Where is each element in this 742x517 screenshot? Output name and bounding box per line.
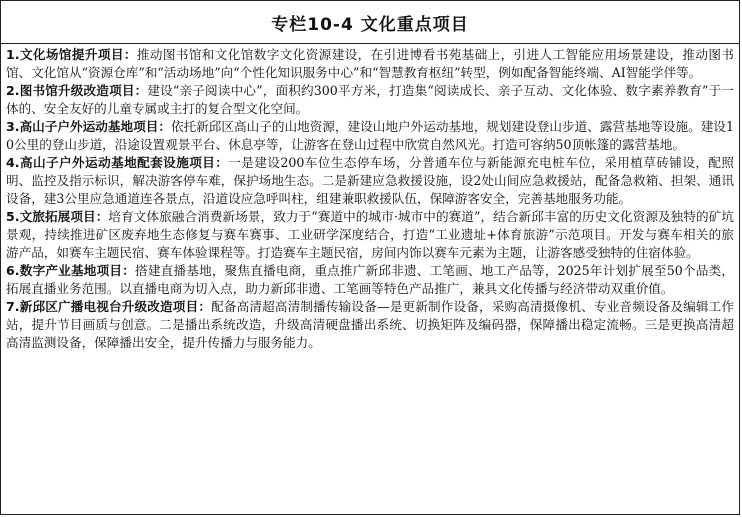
project-item-4	[6, 154, 734, 208]
project-list	[1, 44, 739, 352]
project-text: 搭建直播基地，聚焦直播电商，重点推广新邱非遗、工笔画、地工产品等，2025年计划扩展至50个品类，拓展直播业务范围。以直播电商为切入点，助力新邱非遗、工笔画等特色产品推广，兼具文化传播与经济带动双重价值。	[6, 263, 734, 296]
project-text: 配备高清超高清制播传输设备—是更新制作设备，采购高清摄像机、专业音频设备及编辑工作站，提升节目画质与创意。二是播出系统改造，升级高清硬盘播出系统、切换矩阵及编码器，保障播出稳定流畅。三是更换高清超高清监测设备，保障播出安全，提升传播力与服务能力。	[6, 299, 734, 350]
project-heading: 5.文旅拓展项目：	[6, 209, 109, 224]
project-heading: 6.数字产业基地项目：	[6, 263, 136, 278]
project-heading: 3.高山子户外运动基地项目：	[6, 119, 171, 134]
project-heading: 2.图书馆升级改造项目：	[6, 83, 148, 98]
project-item-3	[6, 118, 734, 154]
project-text: 推动图书馆和文化馆数字文化资源建设，在引进博看书苑基础上，引进人工智能应用场景建设，推动图书馆、文化馆从“资源仓库”和“活动场地”向“个性化知识服务中心”和“智慧教育枢纽”转型，例如配备智能终端、AI智能学伴等。	[6, 47, 734, 80]
project-heading: 4.高山子户外运动基地配套设施项目：	[6, 155, 229, 170]
project-text: 培育文体旅融合消费新场景，致力于“赛道中的城市·城市中的赛道”，结合新邱丰富的历史文化资源及独特的矿坑景观，持续推进矿区废弃地生态修复与赛车赛事、工业研学深度结合，打造“工业遗址+体育旅游”示范项目。开发与赛车相关的旅游产品，如赛车主题民宿、赛车体验课程等。打造赛车主题民宿，房间内饰以赛车元素为主题，让游客感受独特的住宿体验。	[6, 209, 734, 260]
project-item-2	[6, 82, 734, 118]
project-item-5	[6, 208, 734, 262]
project-heading: 1.文化场馆提升项目：	[6, 47, 137, 62]
project-item-7	[6, 298, 734, 352]
project-item-1	[6, 46, 734, 82]
project-text: 建设“亲子阅读中心”，面积约300平方米，打造集“阅读成长、亲子互动、文化体验、数字素养教育”于一体的、安全友好的儿童专属或主打的复合型文化空间。	[6, 83, 734, 116]
project-item-6	[6, 262, 734, 298]
box-title: 专栏10-4 文化重点项目	[271, 14, 469, 35]
project-heading: 7.新邱区广播电视台升级改造项目：	[6, 299, 212, 314]
project-text: 依托新邱区高山子的山地资源，建设山地户外运动基地，规划建设登山步道、露营基地等设施。建设10公里的登山步道，沿途设置观景平台、休息亭等，让游客在登山过程中欣赏自然风光。打造可容纳50顶帐篷的露营基地。	[6, 119, 734, 152]
project-text: 一是建设200车位生态停车场，分普通车位与新能源充电桩车位，采用植草砖铺设，配照明、监控及指示标识，解决游客停车难，保护场地生态。二是新建应急救援设施，设2处山间应急救援站，配备急救箱、担架、通讯设备，建3公里应急通道连各景点，沿道设应急呼叫柱，组建兼职救援队伍，保障游客安全，完善基地服务功能。	[6, 155, 734, 206]
title-row	[1, 1, 739, 44]
